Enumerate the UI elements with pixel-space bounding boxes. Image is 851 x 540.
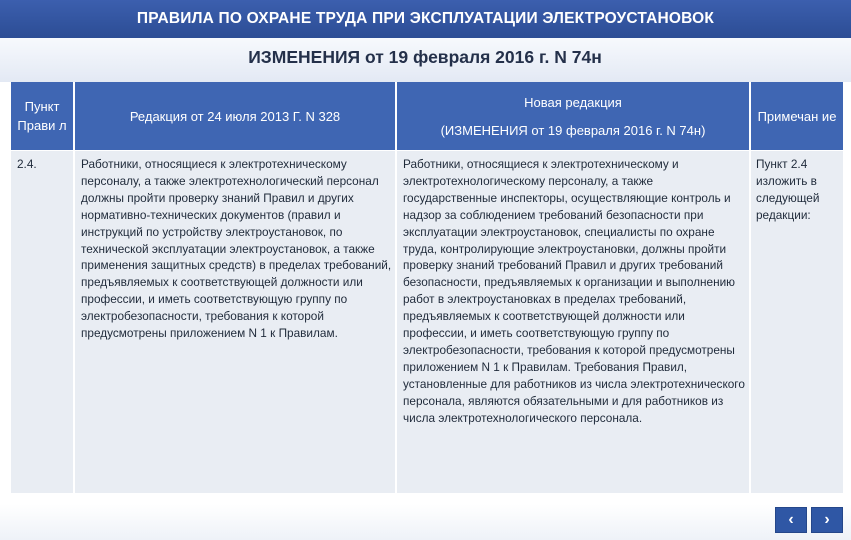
table-header [11, 82, 843, 150]
subtitle-band [0, 38, 851, 82]
slide-title: ПРАВИЛА ПО ОХРАНЕ ТРУДА ПРИ ЭКСПЛУАТАЦИИ ЭЛЕКТРОУСТАНОВОК [0, 0, 851, 38]
column-header-old [75, 82, 395, 150]
chevron-left-icon: ‹ [788, 511, 794, 528]
column-header-note [751, 82, 843, 150]
cell-old-text: Работники, относящиеся к электротехническому персоналу, а также электротехнологический персонал должны пройти проверку знаний Правил и других нормативно-технических документов (правил и инструкций по устройству электроустановок, по технической эксплуатации электроустановок, а также применения защитных средств) в пределах требований, предъявляемых к соответствующей должности или профессии, и иметь соответствующую группу по электробезопасности, требования к которой предусмотрены приложением N 1 к Правилам. [81, 157, 392, 341]
cell-note: Пункт 2.4 изложить в следующей редакции: [756, 157, 820, 222]
column-header-old-label: Редакция от 24 июля 2013 Г. N 328 [129, 108, 341, 124]
cell-new-text: Работники, относящиеся к электротехническому и электротехнологическому персоналу, а также государственные инспекторы, осуществляющие контроль и надзор за соблюдением требований безопасности при эксплуатации электроустановок, специалисты по охране труда, контролирующие электроустановки, должны пройти проверку знаний требований Правил и других требований безопасности, предъявляемых к организации и выполнению работ в электроустановках в пределах требований, предъявляемых к соответствующей должности или профессии, и иметь соответствующую группу по электробезопасности, требования к которой предусмотрены приложением N 1 к Правилам. Требования Правил, установленные для работников из числа электротехнического персонала, являются обязательными и для работников из числа электротехнологического персонала. [403, 157, 745, 425]
row-divider [395, 150, 397, 493]
footer-strip [0, 504, 851, 540]
column-header-new-label: Новая редакция [524, 94, 622, 110]
prev-slide-button[interactable] [775, 507, 807, 533]
row-divider [749, 150, 751, 493]
column-header-new-sublabel: (ИЗМЕНЕНИЯ от 19 февраля 2016 г. N 74н) [440, 122, 706, 138]
next-slide-button[interactable] [811, 507, 843, 533]
row-divider [73, 150, 75, 493]
table-row [11, 150, 843, 493]
slide-subtitle: ИЗМЕНЕНИЯ от 19 февраля 2016 г. N 74н [248, 47, 602, 67]
column-header-new [397, 82, 749, 150]
column-header-note-label: Примечан ие [757, 108, 837, 124]
column-header-point-label: Пункт Прави л [17, 99, 67, 133]
cell-point: 2.4. [17, 157, 37, 171]
header-rule [11, 150, 843, 151]
chevron-right-icon: › [824, 511, 830, 528]
column-header-point [11, 82, 73, 150]
